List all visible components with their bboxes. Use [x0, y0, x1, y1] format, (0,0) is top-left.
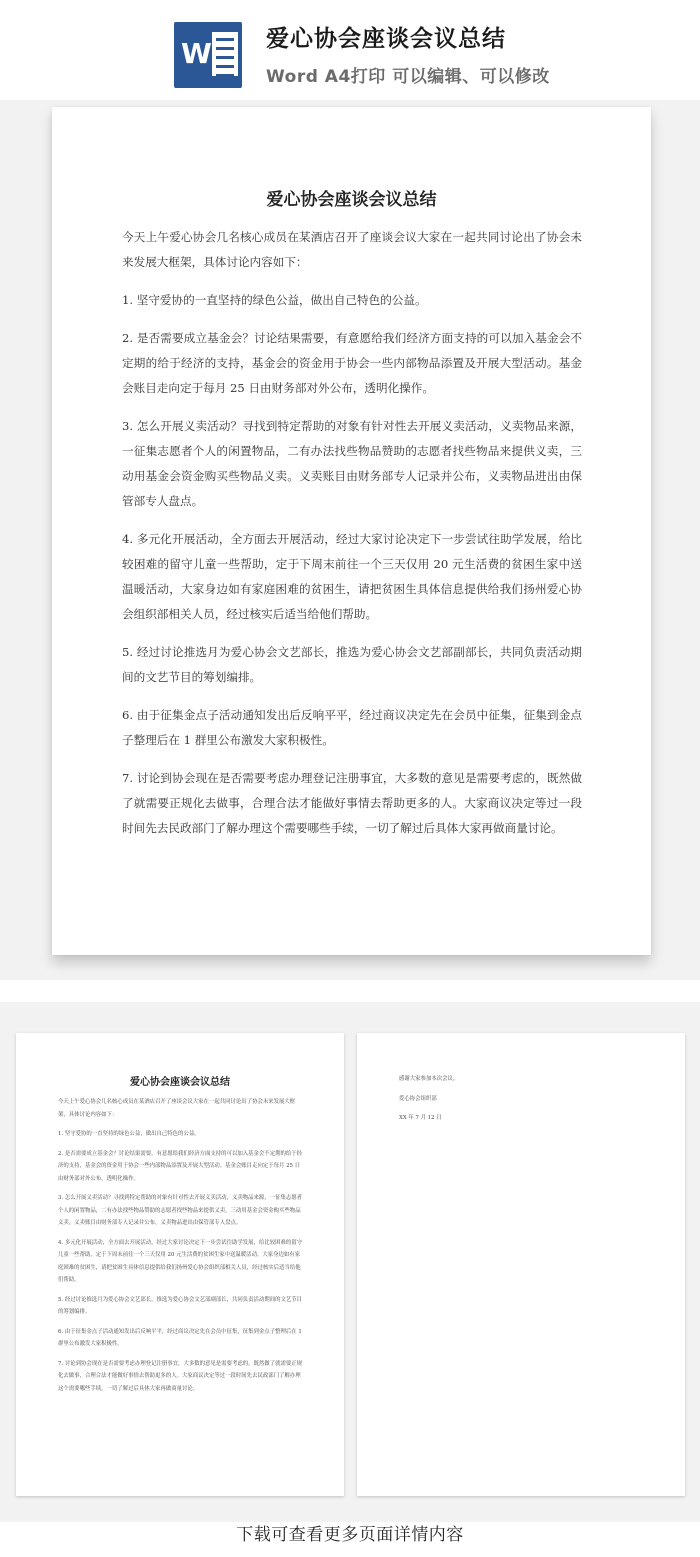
page-thumbnail-2[interactable] [357, 1033, 685, 1496]
thumb-paragraph: 5. 经过讨论推选月为爱心协会文艺部长，推选为爱心协会文艺部副部长，共同负责活动期间的文艺节目的筹划编排。 [58, 1296, 303, 1315]
header-subtitle: Word A4打印 可以编辑、可以修改 [266, 67, 550, 87]
paragraph-7: 7. 讨论到协会现在是否需要考虑办理登记注册事宜，大多数的意见是需要考虑的，既然做了就需要正规化去做事，合理合法才能做好事情去帮助更多的人。大家商议决定等过一段时间先去民政部门了解办理这个需要哪些手续，一切了解过后具体大家再做商量讨论。 [122, 771, 582, 835]
document-page-preview[interactable] [52, 107, 651, 955]
thumb-paragraph: 今天上午爱心协会几名核心成员在某酒店召开了座谈会议大家在一起共同讨论出了协会未来发展大框架，具体讨论内容如下： [58, 1099, 296, 1118]
paragraph-2: 2. 是否需要成立基金会？讨论结果需要，有意愿给我们经济方面支持的可以加入基金会不定期的给于经济的支持，基金会的资金用于协会一些内部物品添置及开展大型活动。基金会账目走向定于每月 25 日由财务部对外公布，透明化操作。 [122, 331, 582, 395]
paragraph-3: 3. 怎么开展义卖活动？寻找到特定帮助的对象有针对性去开展义卖活动，义卖物品来源，一征集志愿者个人的闲置物品，二有办法找些物品赞助的志愿者找些物品来提供义卖，三动用基金会资金购买些物品义卖。义卖账目由财务部专人记录并公布，义卖物品进出由保管部专人盘点。 [122, 419, 582, 508]
word-document-icon [174, 22, 242, 88]
thumb-paragraph: 4. 多元化开展活动，全方面去开展活动，经过大家讨论决定下一步尝试往助学发展，给比较困难的留守儿童一些帮助，定于下周末前往一个三天仅用 20 元生活费的贫困生家中送温暖活动，大家身边如有家庭困难的贫困生，请把贫困生具体信息提供给我们扬州爱心协会组织部相关人员，经过核实后适当给他们帮助。 [58, 1239, 303, 1283]
document-body [122, 225, 582, 854]
thumbnail-body [58, 1096, 304, 1402]
paragraph-intro: 今天上午爱心协会几名核心成员在某酒店召开了座谈会议大家在一起共同讨论出了协会未来发展大框架，具体讨论内容如下： [122, 230, 582, 269]
paragraph-6: 6. 由于征集金点子活动通知发出后反响平平，经过商议决定先在会员中征集，征集到金点子整理后在 1 群里公布激发大家积极性。 [122, 708, 582, 747]
document-title: 爱心协会座谈会议总结 [266, 190, 437, 210]
thumb-paragraph: 1. 坚守爱协的一直坚持的绿色公益，做出自己特色的公益。 [58, 1131, 200, 1137]
section-divider [0, 980, 700, 1002]
thumb-paragraph: 7. 讨论到协会现在是否需要考虑办理登记注册事宜，大多数的意见是需要考虑的，既然做了就需要正规化去做事，合理合法才能做好事情去帮助更多的人。大家商议决定等过一段时间先去民政部门了解办理这个需要哪些手续，一切了解过后具体大家再做商量讨论。 [58, 1360, 303, 1392]
thumb-paragraph: 6. 由于征集金点子活动通知发出后反响平平，经过商议决定先在会员中征集，征集到金点子整理后在 1 群里公布激发大家积极性。 [58, 1328, 302, 1347]
page-lines-graphic [212, 32, 238, 76]
download-caption: 下载可查看更多页面详情内容 [0, 1522, 700, 1557]
word-icon-letter: W [181, 37, 212, 70]
closing-date: XX 年 7 月 12 日 [399, 1115, 442, 1121]
header-title: 爱心协会座谈会议总结 [266, 26, 506, 52]
page-thumbnail-1[interactable] [16, 1033, 344, 1496]
paragraph-5: 5. 经过讨论推选月为爱心协会文艺部长，推选为爱心协会文艺部副部长，共同负责活动期间的文艺节目的筹划编排。 [122, 645, 582, 684]
closing-thanks: 感谢大家参加本次会议。 [399, 1076, 459, 1082]
header [0, 0, 700, 100]
thumbnail-title: 爱心协会座谈会议总结 [130, 1077, 230, 1088]
thumb-paragraph: 2. 是否需要成立基金会？讨论结果需要，有意愿给我们经济方面支持的可以加入基金会不定期的给于经济的支持，基金会的资金用于协会一些内部物品添置及开展大型活动。基金会账目走向定于每月 25 日由财务部对外公布，透明化操作。 [58, 1150, 303, 1182]
paragraph-4: 4. 多元化开展活动，全方面去开展活动，经过大家讨论决定下一步尝试往助学发展，给比较困难的留守儿童一些帮助，定于下周末前往一个三天仅用 20 元生活费的贫困生家中送温暖活动，大家身边如有家庭困难的贫困生，请把贫困生具体信息提供给我们扬州爱心协会组织部相关人员，经过核实后适当给他们帮助。 [122, 532, 582, 621]
paragraph-1: 1. 坚守爱协的一直坚持的绿色公益，做出自己特色的公益。 [122, 293, 427, 307]
thumb-paragraph: 3. 怎么开展义卖活动？寻找到特定帮助的对象有针对性去开展义卖活动，义卖物品来源，一征集志愿者个人的闲置物品，二有办法找些物品赞助的志愿者找些物品来提供义卖，三动用基金会资金购买些物品义卖。义卖账目由财务部专人记录并公布，义卖物品进出由保管部专人盘点。 [58, 1195, 303, 1226]
thumbnail-body-page2 [399, 1073, 645, 1132]
closing-organizer: 爱心协会组织部 [399, 1095, 437, 1102]
